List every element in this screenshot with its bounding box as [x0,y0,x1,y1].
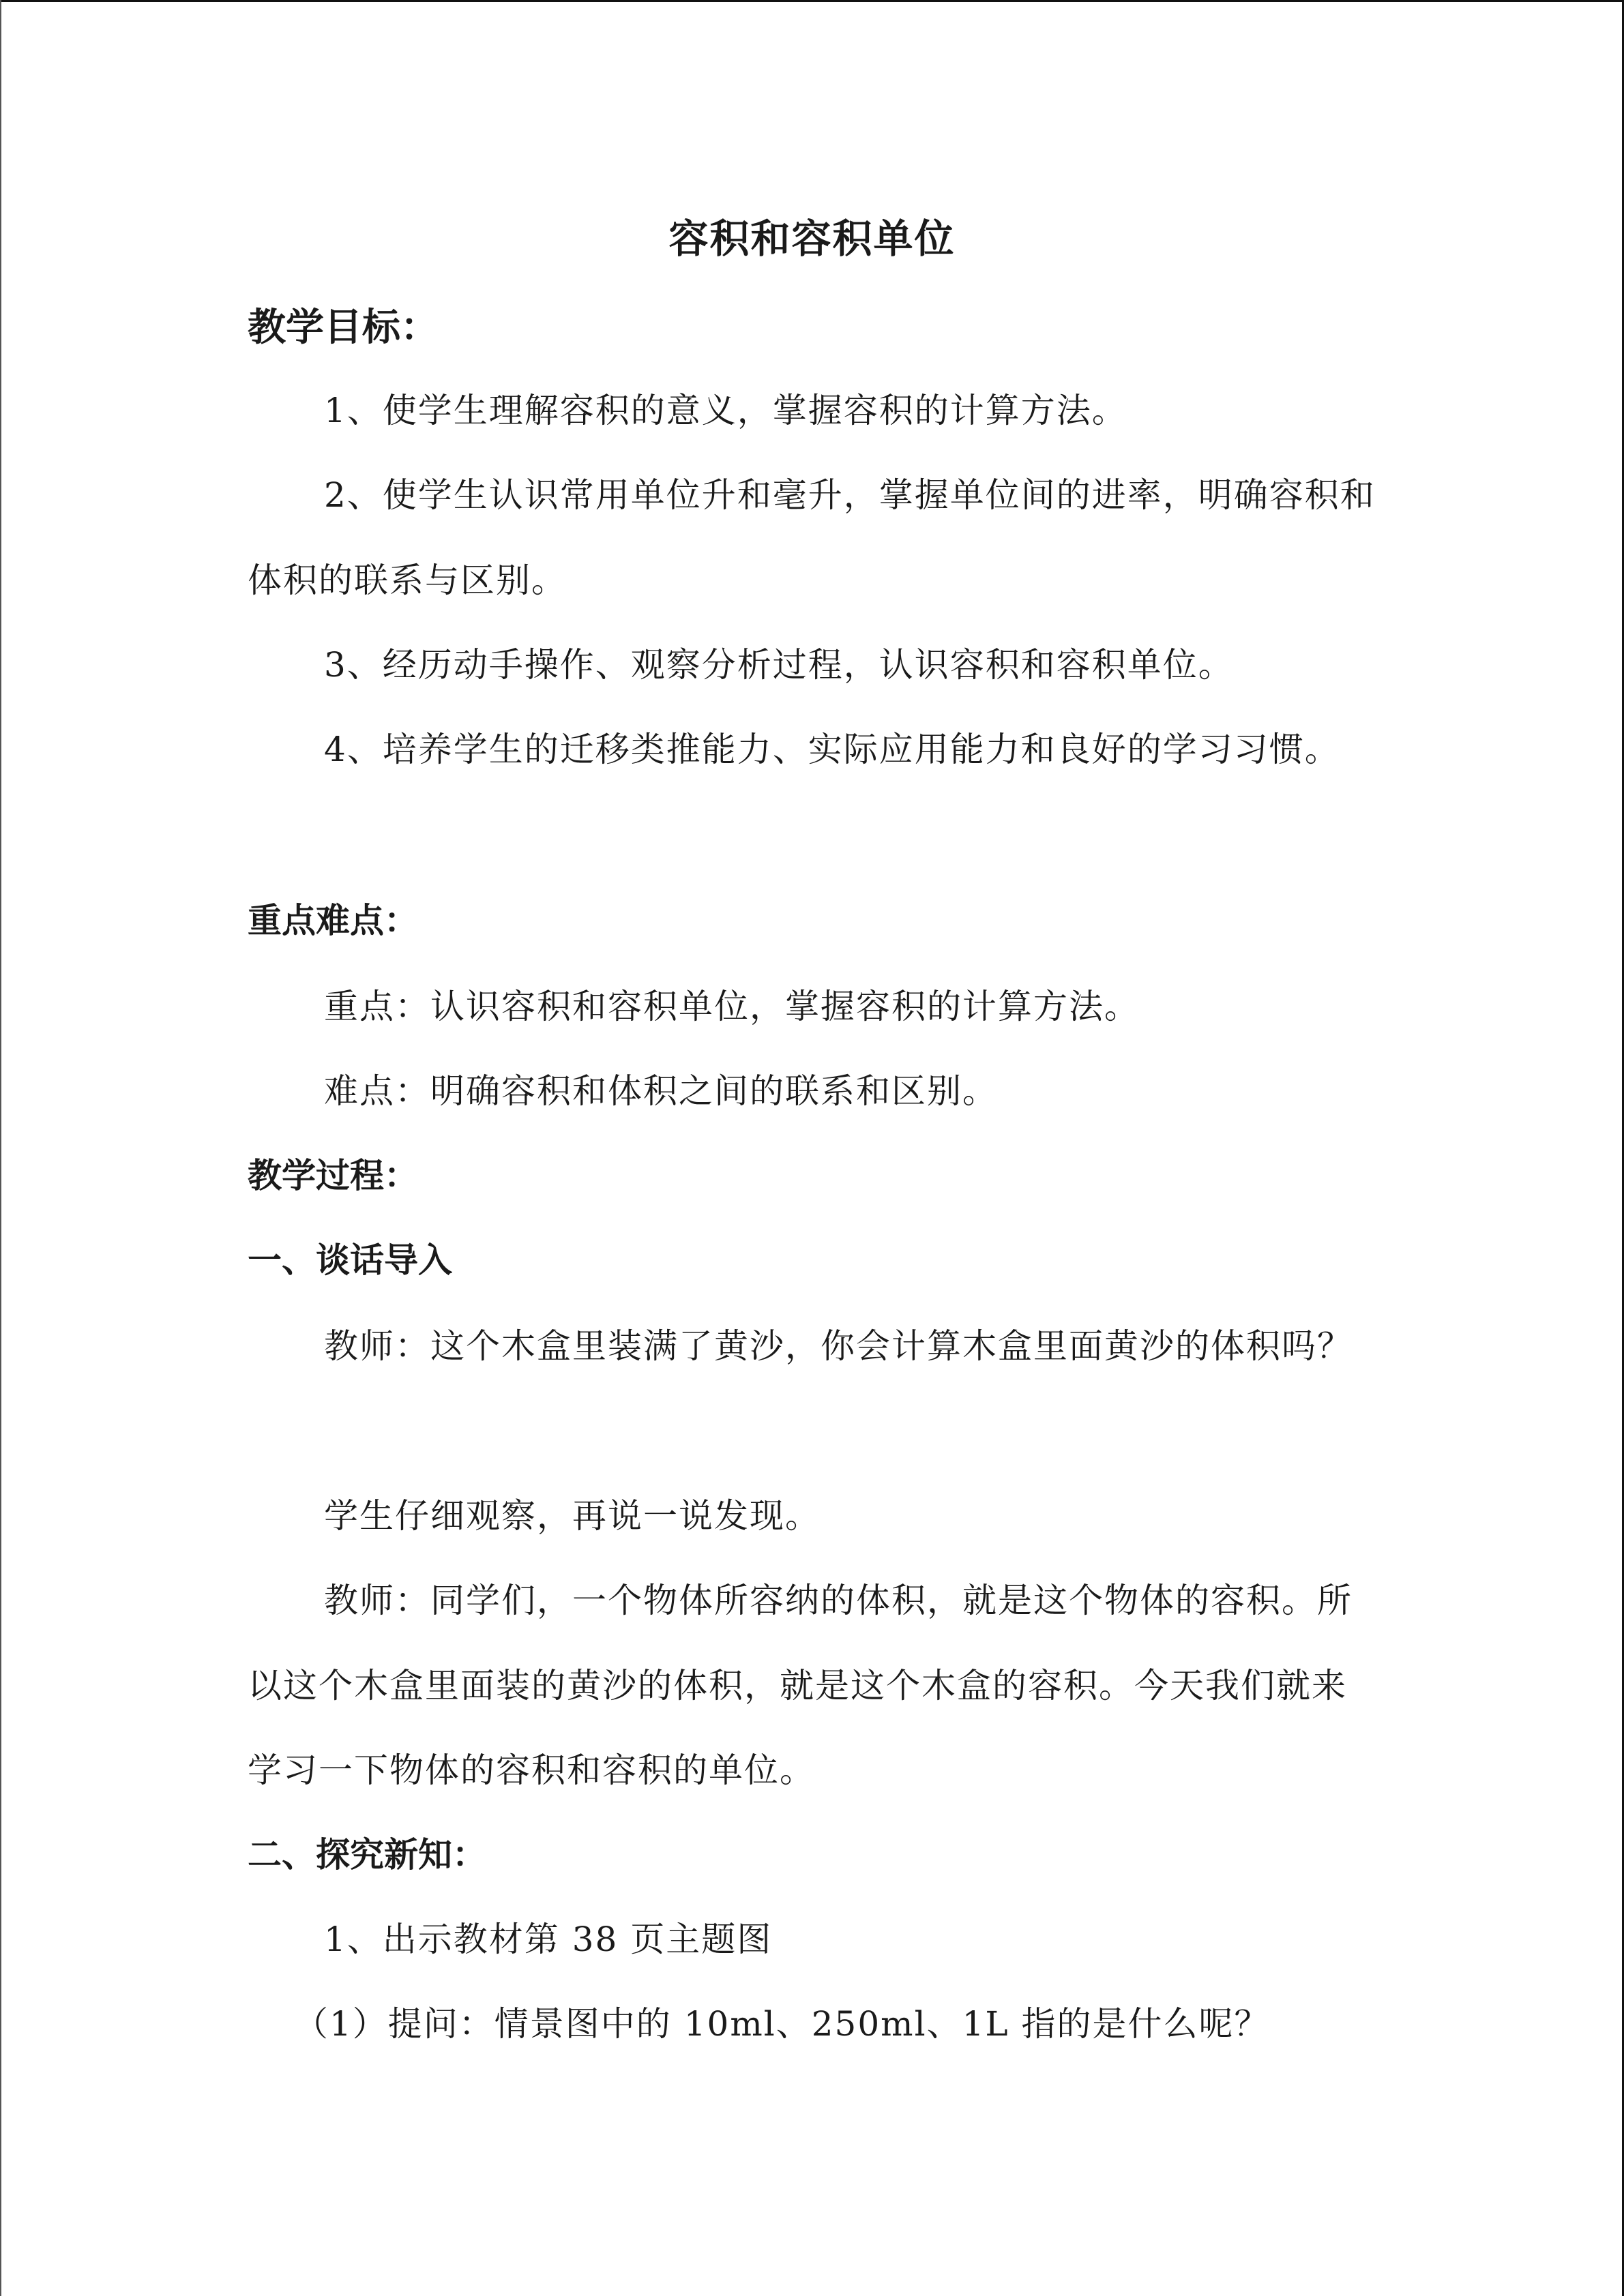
key-point-focus: 重点：认识容积和容积单位，掌握容积的计算方法。 [324,987,1140,1026]
key-point-difficulty: 难点：明确容积和体积之间的联系和区别。 [324,1071,998,1111]
objective-item-1: 1、使学生理解容积的意义，掌握容积的计算方法。 [324,391,1127,430]
objectives-heading: 教学目标： [248,305,439,350]
part1-heading: 一、谈话导入 [248,1240,452,1280]
objective-item-4: 4、培养学生的迁移类推能力、实际应用能力和良好的学习习惯。 [324,730,1340,769]
objective-item-3: 3、经历动手操作、观察分析过程，认识容积和容积单位。 [324,645,1234,685]
process-heading: 教学过程： [248,1155,418,1195]
page-border-left [0,0,1,2296]
objective-item-2: 2、使学生认识常用单位升和毫升，掌握单位间的进率，明确容积和体积的联系与区别。 [248,475,1376,600]
part1-paragraph-3: 教师：同学们，一个物体所容纳的体积，就是这个物体的容积。所以这个木盒里面装的黄沙的体积，就是这个木盒的容积。今天我们就来学习一下物体的容积和容积的单位。 [248,1581,1353,1790]
part2-heading: 二、探究新知： [248,1834,486,1875]
part2-paragraph-2: （1）提问：情景图中的 10ml、250ml、1L 指的是什么呢？ [294,2004,1270,2044]
part1-paragraph-2: 学生仔细观察，再说一说发现。 [324,1496,821,1536]
part2-paragraph-1: 1、出示教材第 38 页主题图 [324,1920,773,1959]
key-points-heading: 重点难点： [248,900,418,940]
part1-paragraph-1: 教师：这个木盒里装满了黄沙，你会计算木盒里面黄沙的体积吗？ [324,1326,1353,1366]
page-border-top [0,0,1624,2]
document-title: 容积和容积单位 [668,215,956,262]
